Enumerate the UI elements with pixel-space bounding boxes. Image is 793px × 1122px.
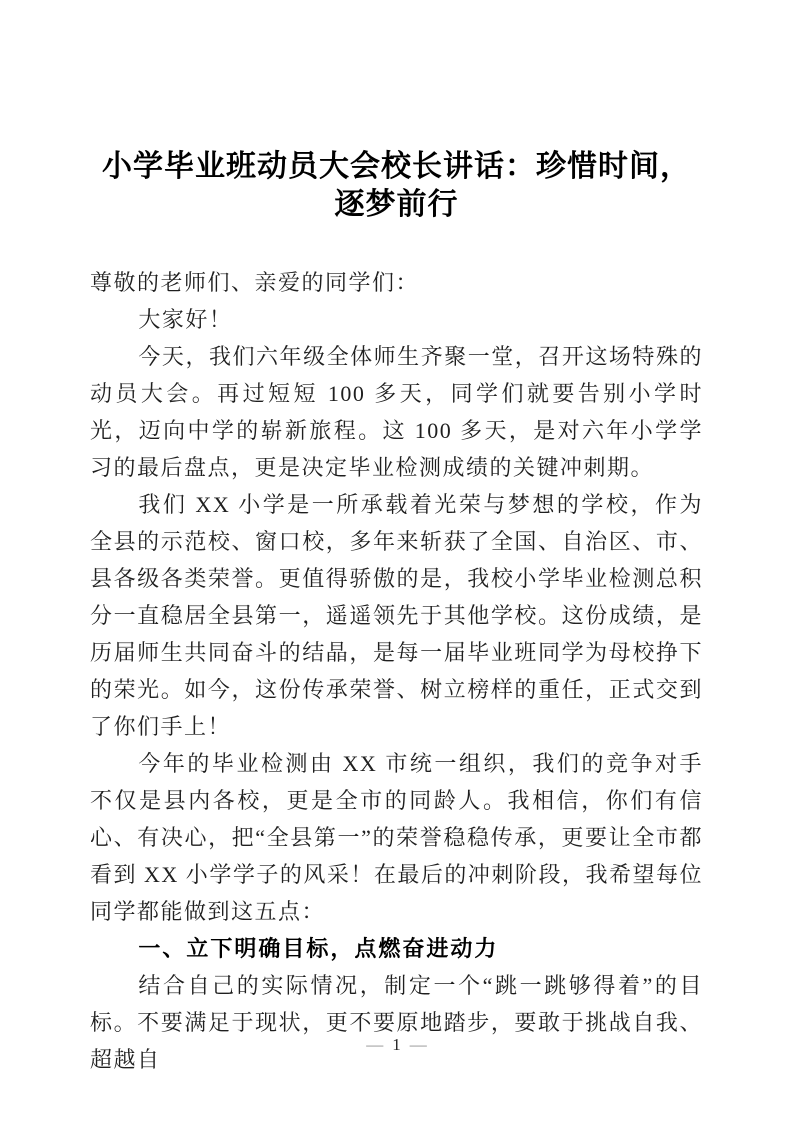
document-title-line2: 逐梦前行 bbox=[334, 188, 459, 221]
paragraph-school-honors: 我们 XX 小学是一所承载着光荣与梦想的学校，作为全县的示范校、窗口校，多年来斩获了全国、自治区、市、县各级各类荣誉。更值得骄傲的是，我校小学毕业检测总积分一直稳居全县第一，遥遥领先于其他学校。这份成绩，是历届师生共同奋斗的结晶，是每一届毕业班同学为母校挣下的荣光。如今，这份传承荣誉、树立榜样的重任，正式交到了你们手上！ bbox=[90, 492, 703, 739]
document-title-line1: 小学毕业班动员大会校长讲话：珍惜时间， bbox=[102, 150, 691, 183]
footer-right-dash: — bbox=[409, 1035, 427, 1054]
paragraph-intro: 今天，我们六年级全体师生齐聚一堂，召开这场特殊的动员大会。再过短短 100 多天，同学们就要告别小学时光，迈向中学的崭新旅程。这 100 多天，是对六年小学学习的最后盘点，更是决定毕业检测成绩的关键冲刺期。 bbox=[90, 344, 703, 480]
page-footer bbox=[0, 1034, 793, 1056]
greeting: 大家好！ bbox=[138, 307, 233, 332]
document-body bbox=[90, 264, 703, 1078]
paragraph-exam-competition: 今年的毕业检测由 XX 市统一组织，我们的竞争对手不仅是县内各校，更是全市的同龄人。我相信，你们有信心、有决心，把“全县第一”的荣誉稳稳传承，更要让全市都看到 XX 小学学子的风采！在最后的冲刺阶段，我希望每位同学都能做到这五点： bbox=[90, 751, 703, 924]
footer-left-dash: — bbox=[366, 1035, 384, 1054]
paragraph-goal: 结合自己的实际情况，制定一个“跳一跳够得着”的目标。不要满足于现状，更不要原地踏步，要敢于挑战自我、超越自 bbox=[90, 973, 703, 1072]
salutation: 尊敬的老师们、亲爱的同学们： bbox=[90, 270, 420, 295]
document-title bbox=[88, 148, 705, 224]
section-heading-1: 一、立下明确目标，点燃奋进动力 bbox=[138, 936, 499, 961]
page-number: 1 bbox=[392, 1035, 401, 1054]
